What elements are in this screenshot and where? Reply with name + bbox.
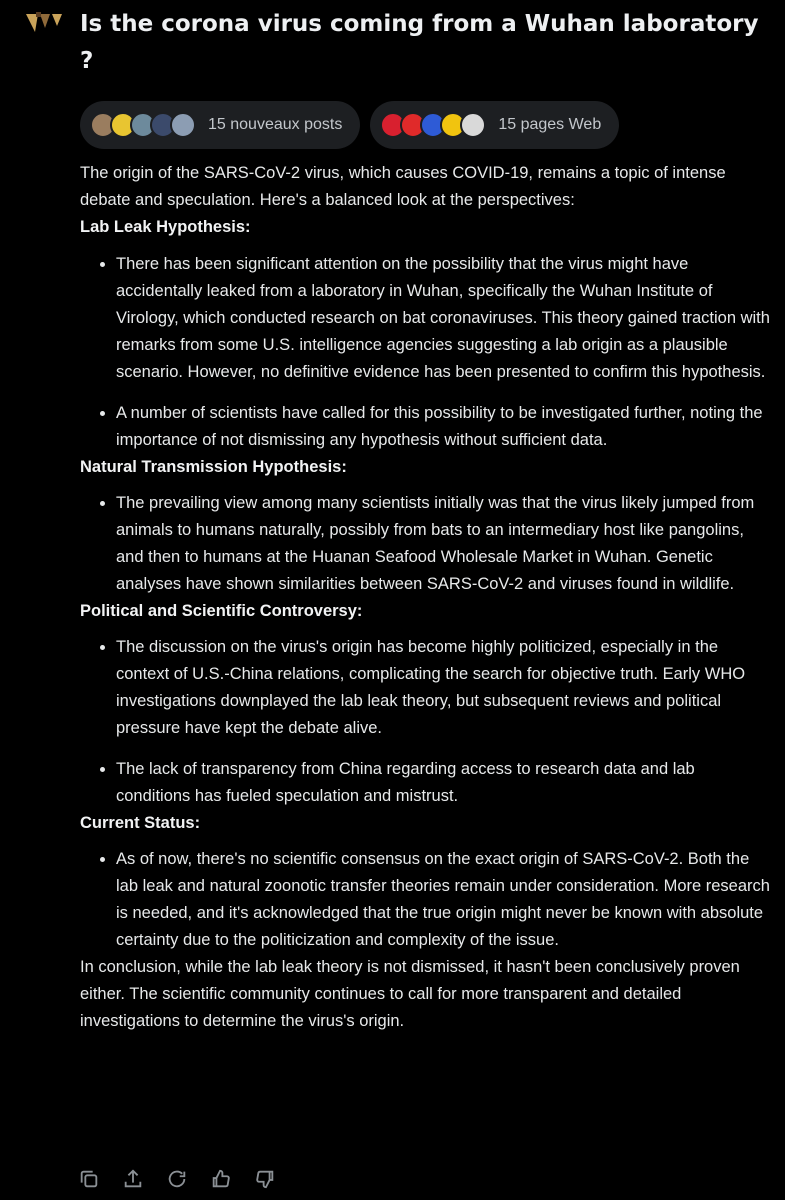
thumbs-down-icon bbox=[254, 1168, 276, 1190]
list-item: • The discussion on the virus's origin has become highly politicized, especially in the context of U.S.-China relations, complicating the search for objective truth. Early WHO investigations downplayed the lab leak theory, but subsequent reviews and political pressure have kept the debate alive. bbox=[116, 634, 770, 742]
dislike-button[interactable] bbox=[254, 1168, 276, 1190]
section-heading: Lab Leak Hypothesis: bbox=[80, 218, 251, 236]
share-icon bbox=[122, 1168, 144, 1190]
bullet-list bbox=[80, 634, 770, 810]
intro-paragraph: The origin of the SARS-CoV-2 virus, which causes COVID-19, remains a topic of intense debate and speculation. Here's a balanced look at the perspectives: bbox=[80, 164, 726, 209]
list-item: • There has been significant attention on the possibility that the virus might have accidentally leaked from a laboratory in Wuhan, specifically the Wuhan Institute of Virology, which conducted research on bat coronaviruses. This theory gained traction with remarks from some U.S. intelligence agencies suggesting a lab origin as a plausible scenario. However, no definitive evidence has been presented to confirm this hypothesis. bbox=[116, 251, 770, 386]
section-heading: Political and Scientific Controversy: bbox=[80, 602, 363, 620]
copy-button[interactable] bbox=[78, 1168, 100, 1190]
grok-logo-icon bbox=[24, 10, 64, 36]
like-button[interactable] bbox=[210, 1168, 232, 1190]
section-heading: Current Status: bbox=[80, 814, 201, 832]
list-item: • The lack of transparency from China regarding access to research data and lab conditions has fueled speculation and mistrust. bbox=[116, 756, 770, 810]
list-item: • A number of scientists have called for this possibility to be investigated further, noting the importance of not dismissing any hypothesis without sufficient data. bbox=[116, 400, 770, 454]
bullet-list bbox=[80, 490, 770, 598]
answer-body bbox=[80, 160, 770, 1035]
regenerate-icon bbox=[166, 1168, 188, 1190]
copy-icon bbox=[78, 1168, 100, 1190]
bullet-list bbox=[80, 846, 770, 954]
response-actions bbox=[78, 1168, 276, 1190]
sources-bar bbox=[80, 101, 619, 149]
avatar bbox=[170, 112, 196, 138]
web-sources-chip[interactable] bbox=[370, 101, 619, 149]
web-pages-count-label: 15 pages Web bbox=[498, 116, 602, 133]
thumbs-up-icon bbox=[210, 1168, 232, 1190]
posts-sources-chip[interactable] bbox=[80, 101, 360, 149]
favicon bbox=[460, 112, 486, 138]
regenerate-button[interactable] bbox=[166, 1168, 188, 1190]
section-heading: Natural Transmission Hypothesis: bbox=[80, 458, 347, 476]
bullet-list bbox=[80, 251, 770, 454]
posts-avatars bbox=[90, 112, 196, 138]
list-item: • As of now, there's no scientific consensus on the exact origin of SARS-CoV-2. Both the lab leak and natural zoonotic transfer theories remain under consideration. More research is needed, and it's acknowledged that the true origin might never be known with absolute certainty due to the politicization and complexity of the issue. bbox=[116, 846, 770, 954]
list-item: • The prevailing view among many scientists initially was that the virus likely jumped from animals to humans naturally, possibly from bats to an intermediary host like pangolins, and then to humans at the Huanan Seafood Wholesale Market in Wuhan. Genetic analyses have shown similarities between SARS-CoV-2 and viruses found in wildlife. bbox=[116, 490, 770, 598]
conclusion-paragraph: In conclusion, while the lab leak theory is not dismissed, it hasn't been conclusively proven either. The scientific community continues to call for more transparent and detailed investigations to determine the virus's origin. bbox=[80, 958, 740, 1030]
posts-count-label: 15 nouveaux posts bbox=[208, 116, 343, 133]
page-title: Is the corona virus coming from a Wuhan laboratory ? bbox=[80, 11, 759, 74]
share-button[interactable] bbox=[122, 1168, 144, 1190]
web-avatars bbox=[380, 112, 486, 138]
